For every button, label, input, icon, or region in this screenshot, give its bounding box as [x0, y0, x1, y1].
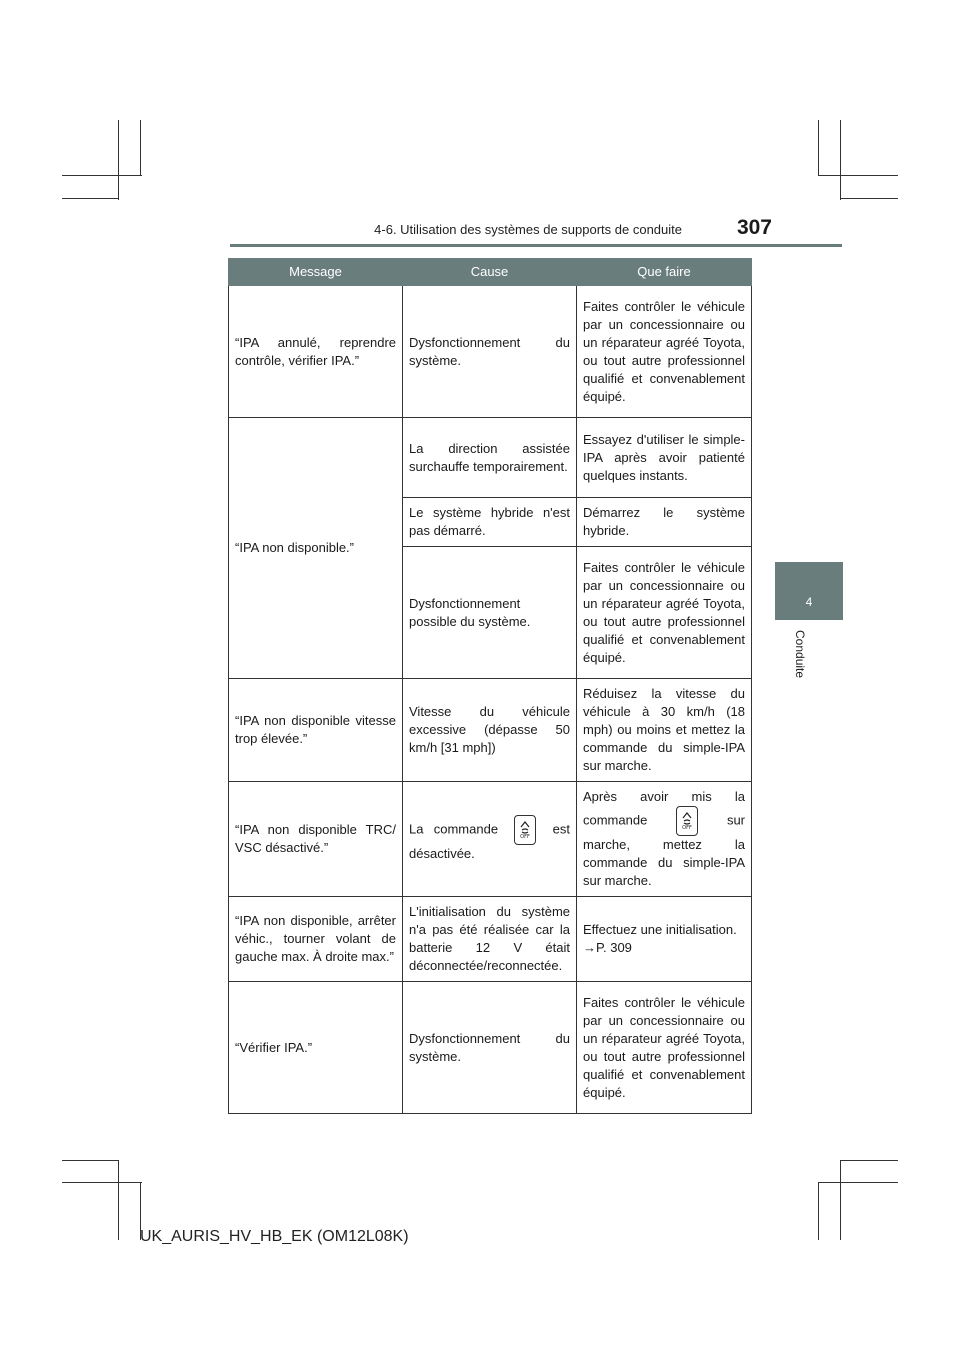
- table-row: [229, 418, 752, 498]
- crop-mark: [840, 120, 841, 200]
- cause-cell: Dysfonctionnement du système.: [403, 982, 577, 1114]
- cause-cell: Dysfonctionnement possible du système.: [403, 547, 577, 679]
- vsc-off-switch-icon: [514, 815, 536, 845]
- page-reference-link[interactable]: →P. 309: [583, 940, 632, 955]
- crop-mark: [118, 1160, 119, 1240]
- cause-cell: Le système hybride n'est pas démarré.: [403, 498, 577, 547]
- action-text-before: Après avoir mis la commande: [583, 789, 745, 828]
- header-message: Message: [229, 259, 403, 286]
- crop-mark: [62, 1182, 142, 1183]
- message-cell: “IPA non disponible.”: [229, 418, 403, 679]
- crop-mark: [818, 175, 898, 176]
- crop-mark: [818, 1182, 898, 1183]
- chapter-label: Conduite: [793, 630, 807, 679]
- message-table: [228, 258, 752, 1114]
- cause-text-after: est désactivée.: [409, 821, 570, 861]
- table-header-row: [229, 259, 752, 286]
- page-number: 307: [736, 216, 772, 239]
- svg-text:OFF: OFF: [520, 834, 531, 839]
- header-cause: Cause: [403, 259, 577, 286]
- action-cell: [577, 782, 752, 897]
- message-cell: “IPA annulé, reprendre contrôle, vérifier IPA.”: [229, 286, 403, 418]
- header-rule: [230, 244, 842, 247]
- table-row: [229, 782, 752, 897]
- chapter-number: 4: [805, 595, 813, 609]
- action-cell: Réduisez la vitesse du véhicule à 30 km/h (18 mph) ou moins et mettez la commande du simple-IPA sur marche.: [577, 679, 752, 782]
- crop-mark: [818, 1182, 819, 1240]
- table-row: [229, 679, 752, 782]
- message-cell: “IPA non disponible, arrêter véhic., tourner volant de gauche max. À droite max.”: [229, 897, 403, 982]
- vsc-off-switch-icon: [676, 806, 698, 836]
- action-cell: Faites contrôler le véhicule par un concessionnaire ou un réparateur agréé Toyota, ou tout autre professionnel qualifié et convenablement équipé.: [577, 286, 752, 418]
- cause-cell: Dysfonctionnement du système.: [403, 286, 577, 418]
- header-action: Que faire: [577, 259, 752, 286]
- crop-mark: [840, 198, 898, 199]
- action-text-after: sur marche, mettez la commande du simple-IPA sur marche.: [583, 812, 745, 888]
- crop-mark: [840, 1160, 898, 1161]
- action-cell: Faites contrôler le véhicule par un concessionnaire ou un réparateur agréé Toyota, ou tout autre professionnel qualifié et convenablement équipé.: [577, 982, 752, 1114]
- section-title: 4-6. Utilisation des systèmes de supports de conduite: [374, 222, 682, 237]
- table-row: [229, 897, 752, 982]
- action-cell: Faites contrôler le véhicule par un concessionnaire ou un réparateur agréé Toyota, ou tout autre professionnel qualifié et convenablement équipé.: [577, 547, 752, 679]
- crop-mark: [62, 198, 119, 199]
- crop-mark: [62, 175, 142, 176]
- svg-text:OFF: OFF: [682, 825, 692, 830]
- action-cell: [577, 897, 752, 982]
- document-code: UK_AURIS_HV_HB_EK (OM12L08K): [140, 1228, 409, 1245]
- crop-mark: [118, 120, 119, 200]
- crop-mark: [818, 120, 819, 175]
- table-row: [229, 286, 752, 418]
- table-row: [229, 982, 752, 1114]
- message-cell: “IPA non disponible TRC/ VSC désactivé.”: [229, 782, 403, 897]
- action-text: Effectuez une initialisation.: [583, 922, 737, 937]
- cause-cell: [403, 782, 577, 897]
- cause-text-before: La commande: [409, 821, 499, 837]
- crop-mark: [840, 1160, 841, 1240]
- chapter-tab: [775, 562, 843, 620]
- cause-cell: Vitesse du véhicule excessive (dépasse 50 km/h [31 mph]): [403, 679, 577, 782]
- action-cell: Démarrez le système hybride.: [577, 498, 752, 547]
- crop-mark: [140, 120, 141, 175]
- action-cell: Essayez d'utiliser le simple-IPA après avoir patienté quelques instants.: [577, 418, 752, 498]
- message-cell: “Vérifier IPA.”: [229, 982, 403, 1114]
- message-cell: “IPA non disponible vitesse trop élevée.”: [229, 679, 403, 782]
- cause-cell: La direction assistée surchauffe temporairement.: [403, 418, 577, 498]
- crop-mark: [62, 1160, 119, 1161]
- cause-cell: L'initialisation du système n'a pas été réalisée car la batterie 12 V était déconnectée/reconnectée.: [403, 897, 577, 982]
- page-header: [230, 218, 772, 240]
